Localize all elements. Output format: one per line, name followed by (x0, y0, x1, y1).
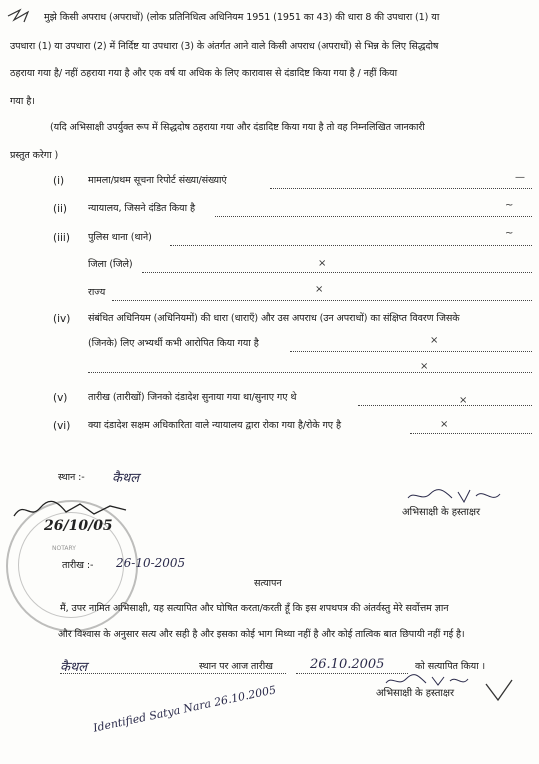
fill-line-4a (290, 351, 532, 352)
item-number-6: (vi) (53, 420, 71, 432)
verification-place-line (60, 673, 286, 674)
item-number-4: (iv) (53, 313, 71, 325)
verification-date-handwritten: 26.10.2005 (310, 657, 385, 672)
date-label: तारीख :- (62, 560, 94, 571)
intro-line-3: ठहराया गया है/ नहीं ठहराया गया है और एक वर्ष या अधिक के लिए कारावास से दंडादिष्ट किया गया है / नहीं किया (10, 68, 397, 79)
fill-line-4b (88, 372, 532, 373)
verification-end-text: को सत्यापित किया । (415, 661, 486, 672)
item-number-1: (i) (53, 175, 65, 187)
item-number-2: (ii) (53, 203, 68, 215)
cross-mark-1: — (515, 172, 525, 183)
notary-signature-scribble (10, 498, 130, 522)
item-label-6: क्या दंडादेश सक्षम अधिकारिता वाले न्यायालय द्वारा रोका गया है/रोके गए है (88, 420, 341, 431)
item-label-4: संबंधित अधिनियम (अधिनियमों) की धारा (धाराएँ) और उस अपराध (उन अपराधों) का संक्षिप्त विवरण जिसके (88, 313, 460, 324)
item-label-state: राज्य (88, 287, 106, 298)
fill-line-1 (270, 188, 532, 189)
cross-mark-2: ~ (505, 200, 514, 211)
fill-line-2 (215, 216, 532, 217)
fill-line-district (142, 272, 532, 273)
item-label-2: न्यायालय, जिसने दंडित किया है (88, 203, 195, 214)
notary-stamp-date: 26/10/05 (44, 518, 113, 534)
corner-scribble (6, 6, 46, 28)
item-label-5: तारीख (तारीखों) जिनको दंडादेश सुनाया गया था/सुनाए गए थे (88, 392, 297, 403)
intro-line-4: गया है। (10, 96, 35, 107)
fill-line-3 (170, 245, 532, 246)
instruction-line-2: प्रस्तुत करेगा ) (10, 150, 59, 161)
deponent-signature-scribble (404, 486, 504, 508)
intro-line-2: उपधारा (1) या उपधारा (2) में निर्दिष्ट या उपधारा (3) के अंतर्गत आने वाले किसी अपराध (अपराधों) से भिन्न के लिए सिद्धदोष (10, 41, 439, 52)
verification-line-2: और विश्वास के अनुसार सत्य और सही है और इसका कोई भाग मिथ्या नहीं है और कोई तात्विक बात छिपायी नहीं गई है। (58, 629, 465, 640)
cross-mark-8: × (459, 395, 468, 406)
verification-place-handwritten: कैथल (60, 660, 88, 675)
deponent-signature-label: अभिसाक्षी के हस्ताक्षर (402, 507, 480, 518)
cross-mark-6: × (430, 335, 439, 346)
fill-line-state (112, 300, 532, 301)
cross-mark-3: ~ (505, 228, 514, 239)
bottom-signature-label: अभिसाक्षी के हस्ताक्षर (376, 688, 454, 699)
bottom-signature-scribble (382, 673, 472, 689)
verification-middle-text: स्थान पर आज तारीख (199, 661, 273, 672)
cross-mark-9: × (440, 419, 449, 430)
item-label-4b: (जिनके) लिए अभ्यर्थी कभी आरोपित किया गया है (88, 338, 259, 349)
fill-line-6 (410, 433, 532, 434)
place-handwritten: कैथल (112, 471, 140, 486)
cross-mark-7: × (420, 361, 429, 372)
handwritten-attestation: Identified Satya Nara 26.10.2005 (92, 683, 278, 735)
bottom-right-check (484, 678, 514, 704)
intro-line-1: मुझे किसी अपराध (अपराधों) (लोक प्रतिनिधित्व अधिनियम 1951 (1951 का 43) की धारा 8 की उपधारा (1) या (44, 12, 440, 23)
verification-line-1: मैं, उपर नामित अभिसाक्षी, यह सत्यापित और घोषित करता/करती हूँ कि इस शपथपत्र की अंतर्वस्तु मेरे सर्वोत्तम ज्ञान (60, 603, 449, 614)
place-label: स्थान :- (58, 472, 85, 483)
cross-mark-4: × (318, 258, 327, 269)
item-label-district: जिला (जिले) (88, 259, 133, 270)
cross-mark-5: × (315, 284, 324, 295)
verification-heading: सत्यापन (254, 578, 282, 589)
item-number-3: (iii) (53, 232, 70, 244)
notary-stamp-title: NOTARY (52, 545, 76, 552)
instruction-line-1: (यदि अभिसाक्षी उपर्युक्त रूप में सिद्धदोष ठहराया गया और दंडादिष्ट किया गया है तो वह निम्नलिखित जानकारी (50, 122, 425, 133)
item-label-3: पुलिस थाना (थाने) (88, 232, 152, 243)
fill-line-5 (358, 405, 532, 406)
date-handwritten: 26-10-2005 (116, 556, 186, 570)
item-label-1: मामला/प्रथम सूचना रिपोर्ट संख्या/संख्याएं (88, 175, 227, 186)
item-number-5: (v) (53, 392, 68, 404)
